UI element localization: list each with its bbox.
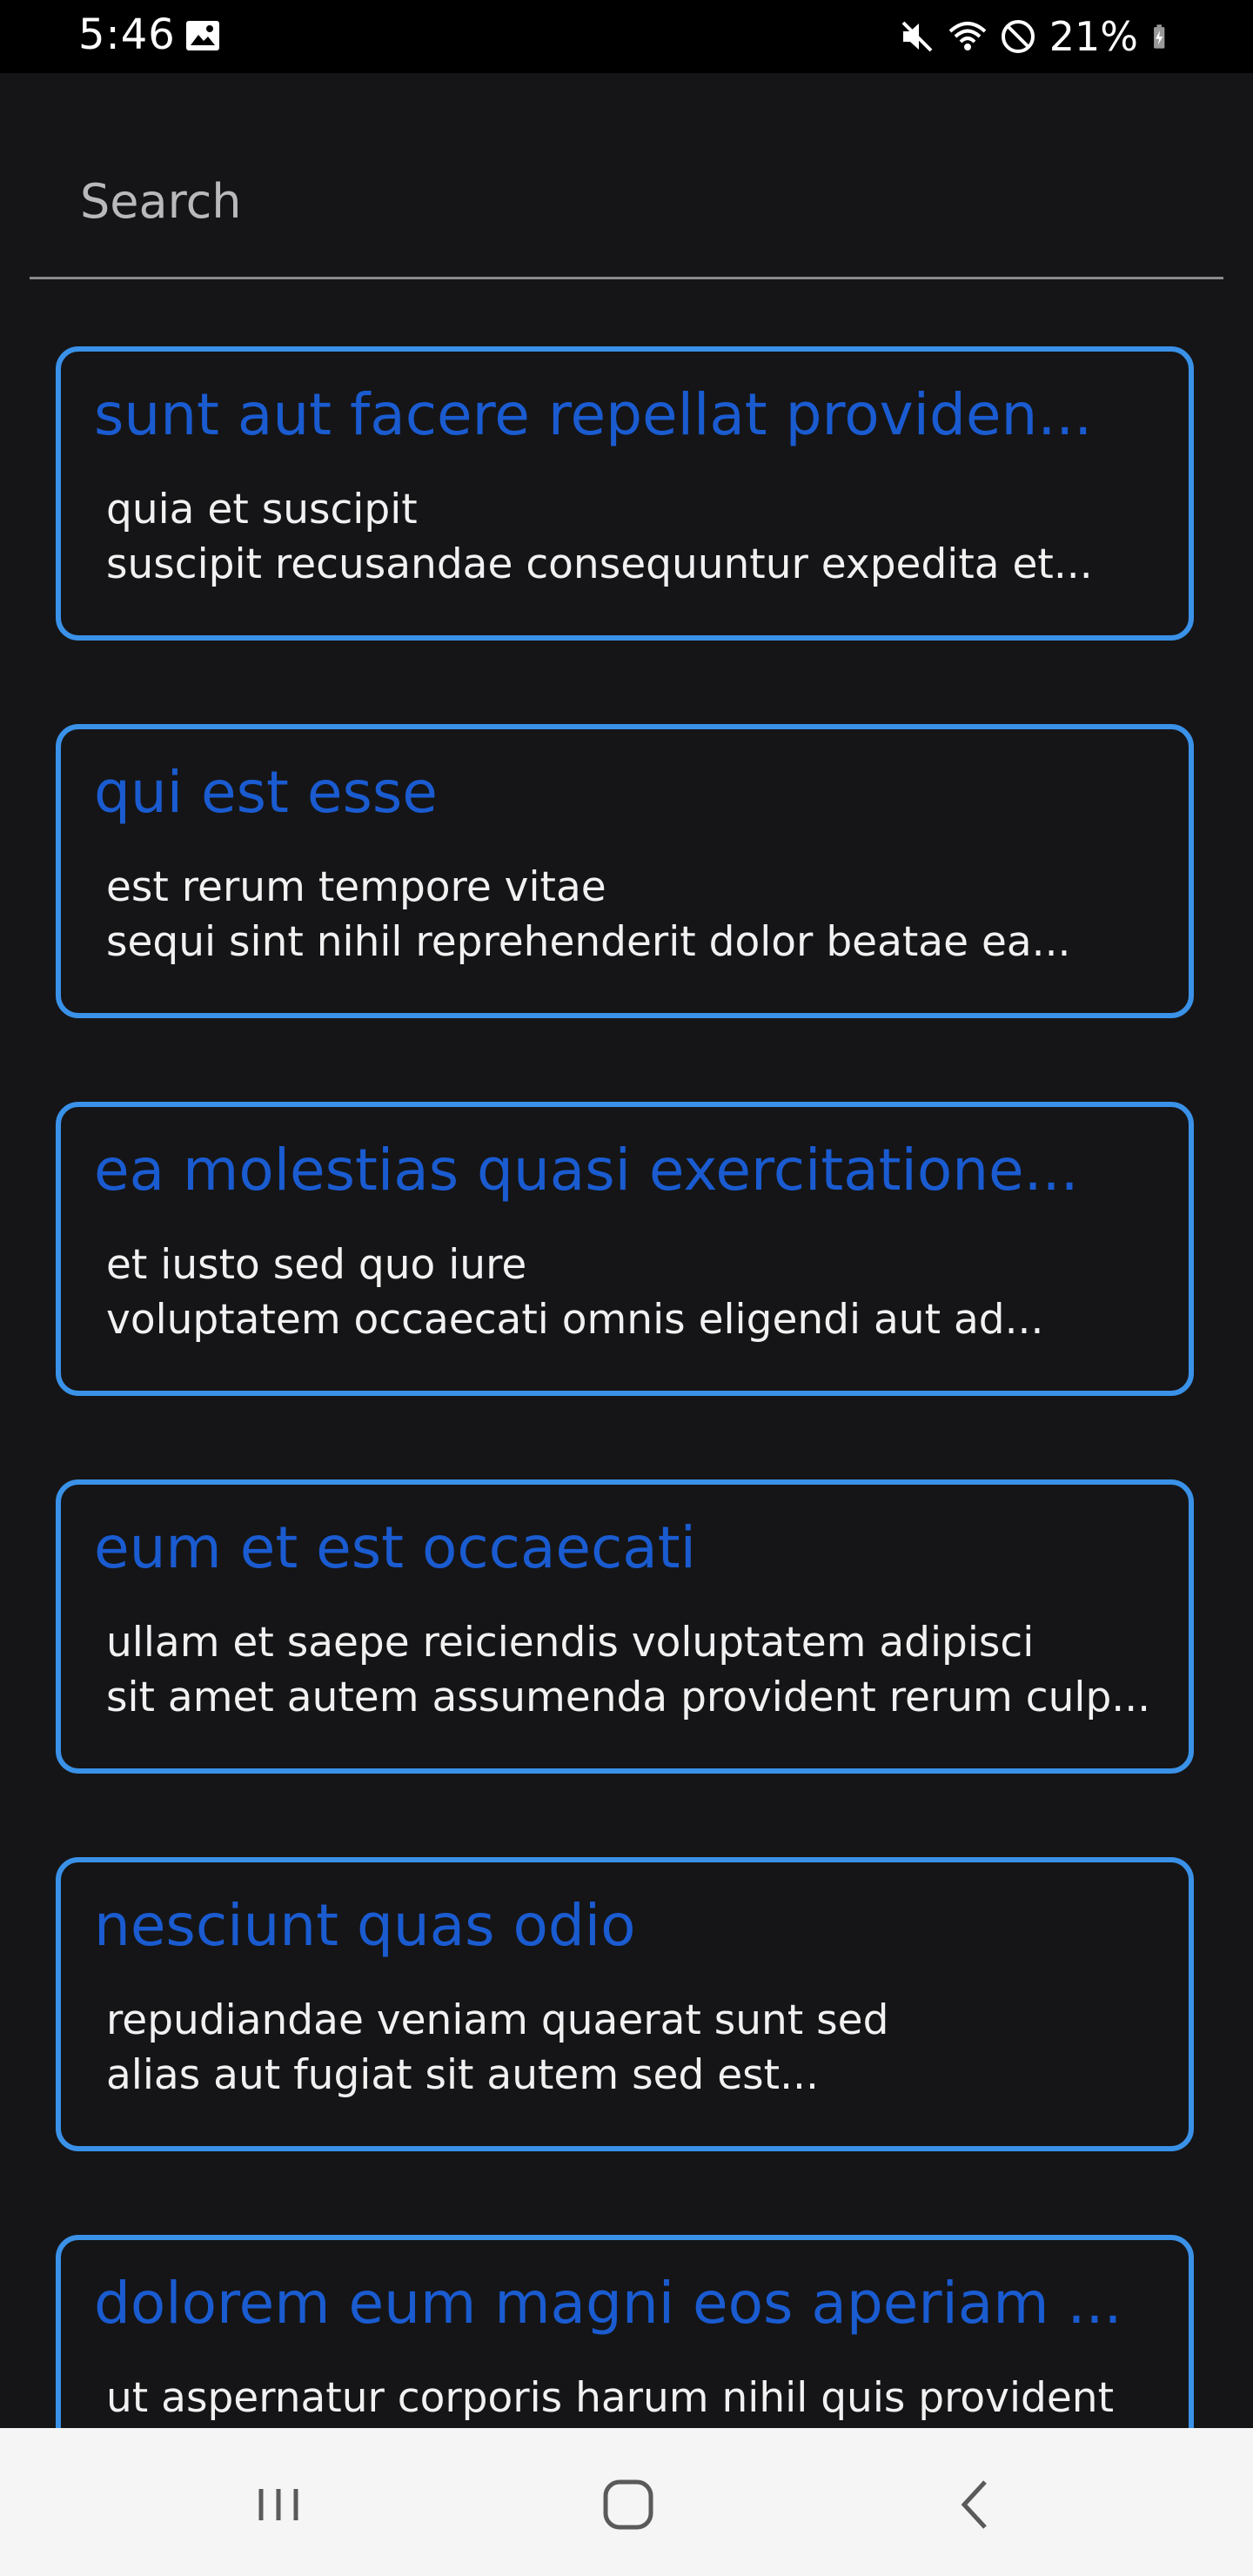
post-title: eum et est occaecati: [94, 1514, 696, 1581]
home-icon[interactable]: [593, 2470, 663, 2539]
search-input[interactable]: [78, 157, 1196, 245]
post-body-line: suscipit recusandae consequuntur expedita et...: [106, 540, 1093, 588]
post-body-line: sit amet autem assumenda provident rerum culp...: [106, 1674, 1151, 1721]
post-title: qui est esse: [94, 759, 438, 826]
post-body: [106, 2371, 1176, 2425]
mute-icon: [898, 17, 936, 56]
post-card[interactable]: [56, 1102, 1194, 1396]
status-time: 5:46: [78, 10, 176, 59]
post-body-line: est rerum tempore vitae: [106, 863, 606, 911]
post-body: [106, 1238, 1176, 1347]
post-body: [106, 1615, 1176, 1725]
post-title: dolorem eum magni eos aperiam ...: [94, 2270, 1122, 2337]
navigation-bar: [0, 2428, 1253, 2576]
back-icon[interactable]: [943, 2470, 1013, 2539]
post-body-line: voluptatem occaecati omnis eligendi aut ad...: [106, 1296, 1044, 1344]
post-body-line: quia et suscipit: [106, 486, 418, 533]
post-list[interactable]: [0, 346, 1253, 2428]
post-card[interactable]: [56, 346, 1194, 641]
post-body-line: alias aut fugiat sit autem sed est...: [106, 2051, 819, 2099]
post-title: nesciunt quas odio: [94, 1892, 636, 1959]
wifi-icon: [948, 17, 987, 56]
image-icon: [184, 19, 221, 52]
status-right-icons: [898, 12, 1176, 61]
post-body-line: ullam et saepe reiciendis voluptatem adipisci: [106, 1619, 1035, 1667]
post-card[interactable]: [56, 2235, 1194, 2428]
post-body: [106, 482, 1176, 592]
post-body-line: sequi sint nihil reprehenderit dolor beatae ea...: [106, 918, 1071, 966]
post-card[interactable]: [56, 724, 1194, 1018]
post-card[interactable]: [56, 1857, 1194, 2151]
post-body-line: ut aspernatur corporis harum nihil quis provident: [106, 2374, 1115, 2422]
post-body-line: repudiandae veniam quaerat sunt sed: [106, 1996, 889, 2044]
do-not-disturb-icon: [999, 17, 1037, 56]
post-title: ea molestias quasi exercitatione...: [94, 1137, 1079, 1204]
search-bar: [30, 139, 1223, 279]
battery-charging-icon: [1150, 17, 1176, 56]
post-card[interactable]: [56, 1479, 1194, 1774]
status-bar: [0, 0, 1253, 73]
post-body-line: et iusto sed quo iure: [106, 1241, 527, 1289]
post-body: [106, 860, 1176, 969]
post-title: sunt aut facere repellat providen...: [94, 381, 1093, 448]
battery-percentage: 21%: [1049, 13, 1138, 60]
recent-apps-icon[interactable]: [244, 2470, 313, 2539]
post-body: [106, 1993, 1176, 2103]
